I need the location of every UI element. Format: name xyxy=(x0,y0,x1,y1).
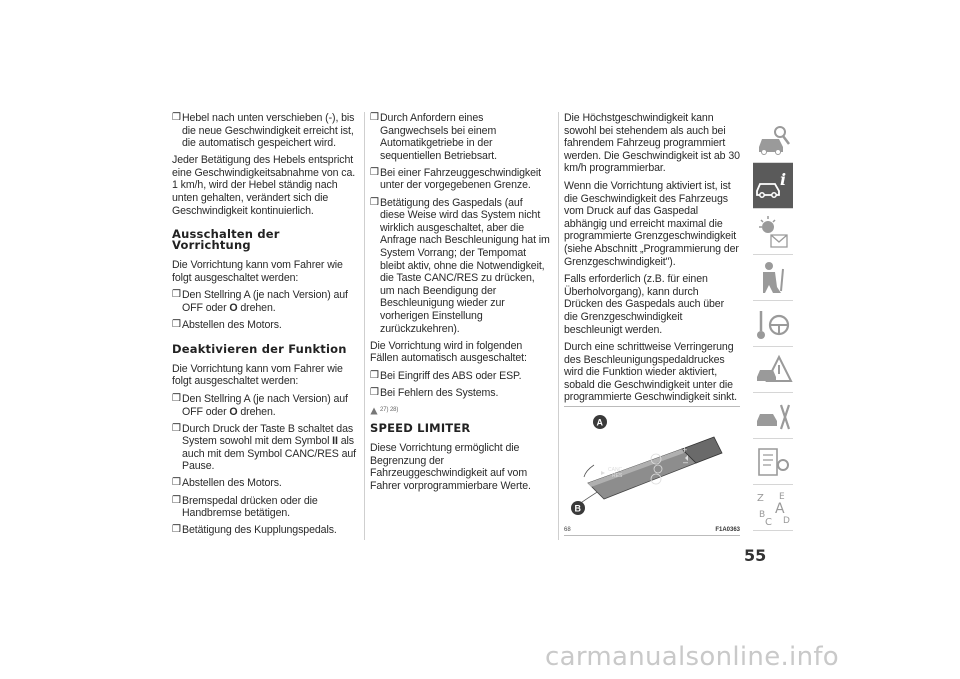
svg-text:E: E xyxy=(779,492,785,502)
list-item: ❒ Betätigung des Kupplungspedals. xyxy=(172,524,337,537)
svg-text:B: B xyxy=(759,510,766,520)
chapter-tab-safety[interactable] xyxy=(753,255,793,301)
checkbox-bullet: ❒ xyxy=(172,477,181,489)
svg-text:i: i xyxy=(780,170,787,189)
checkbox-bullet: ❒ xyxy=(370,196,379,208)
chapter-tab-index[interactable] xyxy=(753,485,793,531)
callout-a-label: A xyxy=(596,417,603,428)
column-divider xyxy=(364,112,365,540)
list-item: ❒ Abstellen des Motors. xyxy=(172,477,282,490)
checkbox-bullet: ❒ xyxy=(172,422,181,434)
section-heading: Ausschalten der Vorrichtung xyxy=(172,227,280,253)
section-heading: SPEED LIMITER xyxy=(370,421,471,436)
paragraph: Die Vorrichtung kann vom Fahrer wie folgt ausgeschaltet werden: xyxy=(172,259,343,284)
checkbox-bullet: ❒ xyxy=(172,112,181,123)
chapter-tab-lights[interactable] xyxy=(753,209,793,255)
figure-code: F1A0363 xyxy=(715,527,740,533)
paragraph: Durch eine schrittweise Verringerung des Beschleunigungspedaldruckes wird die Funktion wieder aktiviert, sobald die Geschwindigkeit unter die programmierte Geschwindigkeit sinkt. xyxy=(564,341,738,404)
list-item: ❒ Den Stellring A (je nach Version) auf OFF oder O drehen. xyxy=(172,392,348,418)
column-1 xyxy=(172,112,357,541)
checkbox-bullet: ❒ xyxy=(172,494,181,506)
svg-text:A: A xyxy=(775,501,785,517)
list-item: ❒ Hebel nach unten verschieben (-), bis die neue Geschwindigkeit erreicht ist, die automatisch gespeichert wird. xyxy=(172,112,355,150)
figure-bottom-rule xyxy=(564,535,740,536)
svg-text:Z: Z xyxy=(757,493,764,504)
list-item: ❒ Durch Anfordern eines Gangwechsels bei einem Automatikgetriebe in der sequentiellen Betriebsart. xyxy=(370,112,497,162)
minus-label: – xyxy=(683,457,689,467)
page-number: 55 xyxy=(744,546,767,565)
list-item: ❒ Den Stellring A (je nach Version) auf OFF oder O drehen. xyxy=(172,289,348,315)
paragraph: Die Vorrichtung wird in folgenden Fällen automatisch ausgeschaltet: xyxy=(370,339,527,365)
checkbox-bullet: ❒ xyxy=(370,112,379,123)
checkbox-bullet: ❒ xyxy=(172,319,181,331)
figure-number: 68 xyxy=(564,527,571,533)
callout-b-label: B xyxy=(574,503,581,514)
chapter-tab-emergency[interactable] xyxy=(753,347,793,393)
document-gear-icon xyxy=(753,439,793,485)
paragraph: Wenn die Vorrichtung aktiviert ist, ist die Geschwindigkeit des Fahrzeugs vom Druck auf das Gaspedal abhängig und erreicht maximal die programmierte Grenzgeschwindigkeit (siehe Abschnitt „Programmierung der Grenzgeschwindigkeit"). xyxy=(564,179,739,268)
paragraph: Diese Vorrichtung ermöglicht die Begrenzung der Fahrzeuggeschwindigkeit auf vom Fahrer vorprogrammierbare Werte. xyxy=(370,442,531,492)
plus-label: + xyxy=(682,445,688,455)
key-steering-wheel-icon xyxy=(753,301,793,347)
section-heading: Deaktivieren der Funktion xyxy=(172,341,347,356)
car-info-icon xyxy=(753,163,793,209)
warning-light-envelope-icon xyxy=(753,209,793,255)
canc-label: CANC xyxy=(608,467,623,473)
paragraph: Jeder Betätigung des Hebels entspricht eine Geschwindigkeitsabnahme von ca. 1 km/h, wird der Hebel ständig nach unten gehalten, verändert sich die Geschwindigkeit kontinuierlich. xyxy=(172,154,356,217)
list-item: ❒ Bei Fehlern des Systems. xyxy=(370,386,499,399)
watermark: carmanualsonline.info xyxy=(545,642,840,672)
column-divider xyxy=(558,112,559,540)
checkbox-bullet: ❒ xyxy=(172,392,181,404)
car-warning-triangle-icon xyxy=(753,347,793,393)
list-item: ❒ Durch Druck der Taste B schaltet das System sowohl mit dem Symbol II als auch mit dem Symbol CANC/RES auf Pause. xyxy=(172,422,357,473)
svg-text:C: C xyxy=(765,517,772,528)
chapter-tab-technical-data[interactable] xyxy=(753,439,793,485)
warning-triangle-icon xyxy=(370,407,378,415)
chapter-tab-starting-driving[interactable] xyxy=(753,301,793,347)
list-item: ❒ Bei Eingriff des ABS oder ESP. xyxy=(370,369,522,382)
paragraph: Falls erforderlich (z.B. für einen Überholvorgang), kann durch Drücken des Gaspedals auch über die Grenzgeschwindigkeit beschleunigt werden. xyxy=(564,273,725,336)
list-item: ❒ Bei einer Fahrzeuggeschwindigkeit unter der vorgegebenen Grenze. xyxy=(370,166,541,192)
car-tools-icon xyxy=(753,393,793,439)
passenger-seatbelt-icon xyxy=(753,255,793,301)
svg-text:D: D xyxy=(783,516,790,526)
column-3 xyxy=(564,112,740,409)
checkbox-bullet: ❒ xyxy=(172,289,181,301)
list-item: ❒ Abstellen des Motors. xyxy=(172,319,282,332)
list-item: ❒ Betätigung des Gaspedals (auf diese Weise wird das System nicht wirklich ausgeschaltet, aber die Anfrage nach Beschleunigung hat im System Vorrang; der Tempomat bleibt aktiv, ohne die Notwendigkeit, die Taste CANC/RES zu drücken, um nach Beendigung der Beschleunigung wieder zur vorherigen Einstellung zurückzukehren). xyxy=(370,196,550,335)
figure-cruise-lever xyxy=(564,406,740,534)
chapter-tab-maintenance[interactable] xyxy=(753,393,793,439)
res-label: RES xyxy=(612,473,623,479)
chapter-tab-knowing-your-car[interactable] xyxy=(753,163,793,209)
chapter-tab-dashboard[interactable] xyxy=(753,117,793,163)
paragraph: Die Vorrichtung kann vom Fahrer wie folgt ausgeschaltet werden: xyxy=(172,362,343,388)
column-2 xyxy=(370,112,550,497)
alphabetical-index-icon xyxy=(753,485,793,531)
cruise-lever-illustration xyxy=(564,407,740,535)
checkbox-bullet: ❒ xyxy=(172,524,181,536)
warning-reference: 27) 28) xyxy=(370,404,550,417)
list-item: ❒ Bremspedal drücken oder die Handbremse betätigen. xyxy=(172,494,318,520)
checkbox-bullet: ❒ xyxy=(370,166,379,178)
chapter-sidebar xyxy=(753,117,793,531)
checkbox-bullet: ❒ xyxy=(370,369,379,381)
paragraph: Die Höchstgeschwindigkeit kann sowohl bei stehendem als auch bei fahrendem Fahrzeug programmiert werden. Die Geschwindigkeit ist ab 30 km/h programmierbar. xyxy=(564,112,740,175)
checkbox-bullet: ❒ xyxy=(370,386,379,398)
car-magnifier-icon xyxy=(753,117,793,163)
